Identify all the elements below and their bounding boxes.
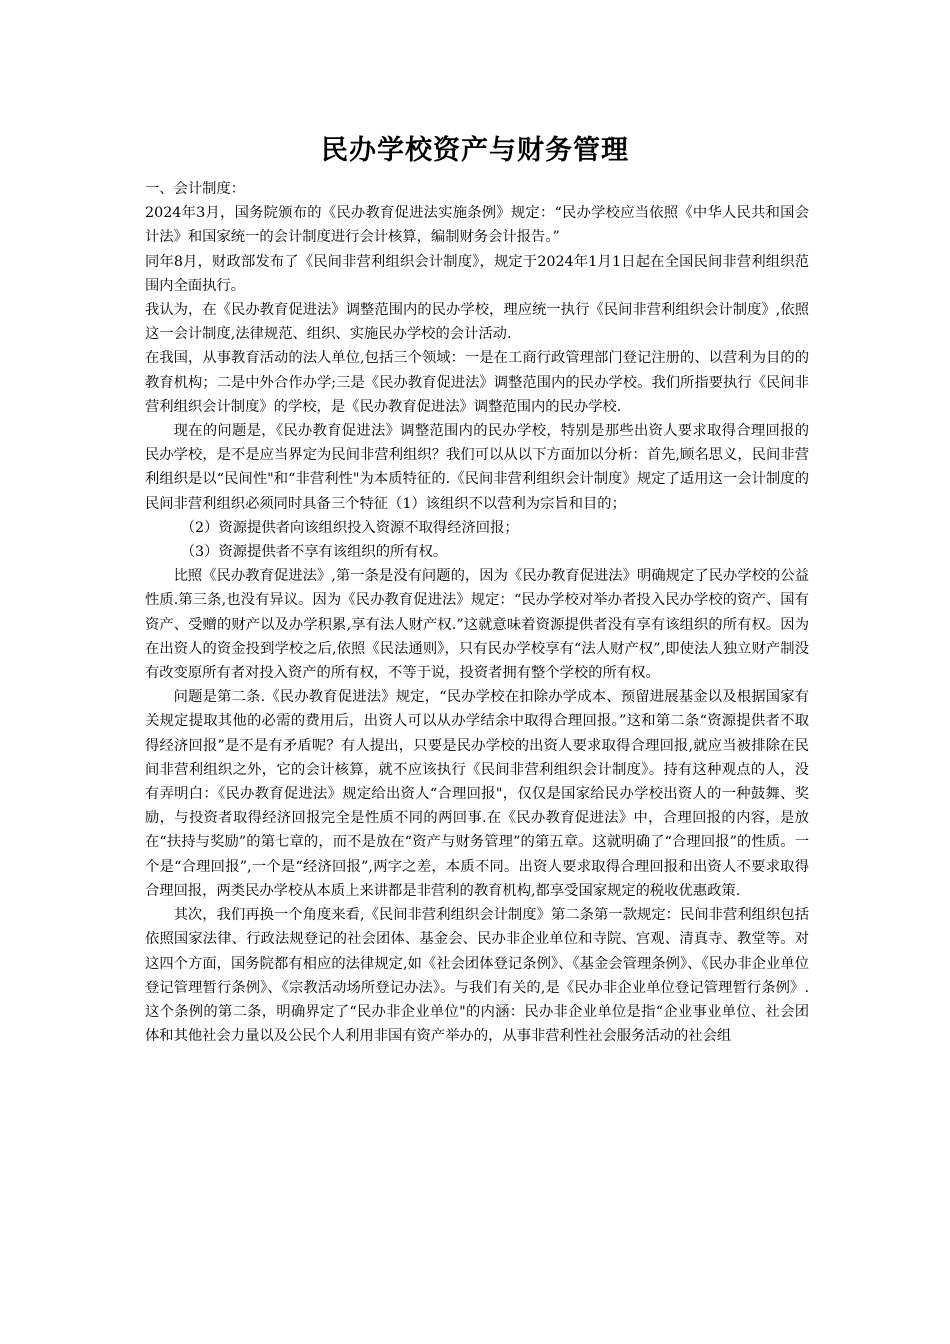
body-paragraph: 一、会计制度： <box>145 181 246 197</box>
body-paragraph: 问题是第二条.《民办教育促进法》规定，“民办学校在扣除办学成本、预留进展基金以及根据国家有关规定提取其他的必需的费用后，出资人可以从办学结余中取得合理回报。”这和第二条“资源提供者不取得经济回报”是不是有矛盾呢？有人提出，只要是民办学校的出资人要求取得合理回报,就应当被排除在民间非营利组织之外，它的会计核算，就不应该执行《民间非营利组织会计制度》。持有这种观点的人，没有弄明白：《民办教育促进法》规定给出资人“合理回报"，仅仅是国家给民办学校出资人的一种鼓舞、奖励，与投资者取得经济回报完全是性质不同的两回事.在《民办教育促进法》中，合理回报的内容，是放在“扶持与奖励”的第七章的，而不是放在“资产与财务管理”的第五章。这就明确了“合理回报”的性质。一个是“合理回报”,一个是“经济回报”,两字之差，本质不同。出资人要求取得合理回报和出资人不要求取得合理回报，两类民办学校从本质上来讲都是非营利的教育机构,都享受国家规定的税收优惠政策. <box>145 689 809 899</box>
document-body <box>145 177 809 1048</box>
body-paragraph: （2）资源提供者向该组织投入资源不取得经济回报； <box>180 519 519 536</box>
body-paragraph: 其次，我们再换一个角度来看,《民间非营利组织会计制度》第二条第一款规定：民间非营利组织包括依照国家法律、行政法规登记的社会团体、基金会、民办非企业单位和寺院、宫观、清真寺、教堂等。对这四个方面，国务院都有相应的法律规定,如《社会团体登记条例》、《基金会管理条例》、《民办非企业单位登记管理暂行条例》、《宗教活动场所登记办法》。与我们有关的,是《民办非企业单位登记管理暂行条例》.这个条例的第二条，明确界定了“民办非企业单位"的内涵：民办非企业单位是指“企业事业单位、社会团体和其他社会力量以及公民个人利用非国有资产举办的，从事非营利性社会服务活动的社会组 <box>145 907 809 1045</box>
document-title: 民办学校资产与财务管理 <box>321 135 629 166</box>
body-paragraph: （3）资源提供者不享有该组织的所有权。 <box>180 544 448 561</box>
body-paragraph: 在我国，从事教育活动的法人单位,包括三个领域：一是在工商行政管理部门登记注册的、以营利为目的的教育机构；二是中外合作办学;三是《民办教育促进法》调整范围内的民办学校。我们所指要执行《民间非营利组织会计制度》的学校，是《民办教育促进法》调整范围内的民办学校. <box>145 350 809 415</box>
body-paragraph: 我认为，在《民办教育促进法》调整范围内的民办学校，理应统一执行《民间非营利组织会计制度》,依照这一会计制度,法律规范、组织、实施民办学校的会计活动. <box>145 302 809 343</box>
body-paragraph: 比照《民办教育促进法》,第一条是没有问题的，因为《民办教育促进法》明确规定了民办学校的公益性质.第三条,也没有异议。因为《民办教育促进法》规定：“民办学校对举办者投入民办学校的资产、国有资产、受赠的财产以及办学积累,享有法人财产权.”这就意味着资源提供者没有享有该组织的所有权。因为在出资人的资金投到学校之后,依照《民法通则》，只有民办学校享有“法人财产权”,即使法人独立财产制没有改变原所有者对投入资产的所有权，不等于说，投资者拥有整个学校的所有权。 <box>145 568 809 682</box>
body-paragraph: 同年8月，财政部发布了《民间非营利组织会计制度》，规定于2024年1月1日起在全国民间非营利组织范围内全面执行。 <box>145 253 809 294</box>
body-paragraph: 2024年3月，国务院颁布的《民办教育促进法实施条例》规定：“民办学校应当依照《中华人民共和国会计法》和国家统一的会计制度进行会计核算，编制财务会计报告。” <box>145 205 809 246</box>
body-paragraph: 现在的问题是，《民办教育促进法》调整范围内的民办学校，特别是那些出资人要求取得合理回报的民办学校，是不是应当界定为民间非营利组织？我们可以从以下方面加以分析：首先,顾名思义，民间非营利组织是以“民间性"和“非营利性"为本质特征的.《民间非营利组织会计制度》规定了适用这一会计制度的民间非营利组织必须同时具备三个特征（1）该组织不以营利为宗旨和目的； <box>145 423 809 512</box>
